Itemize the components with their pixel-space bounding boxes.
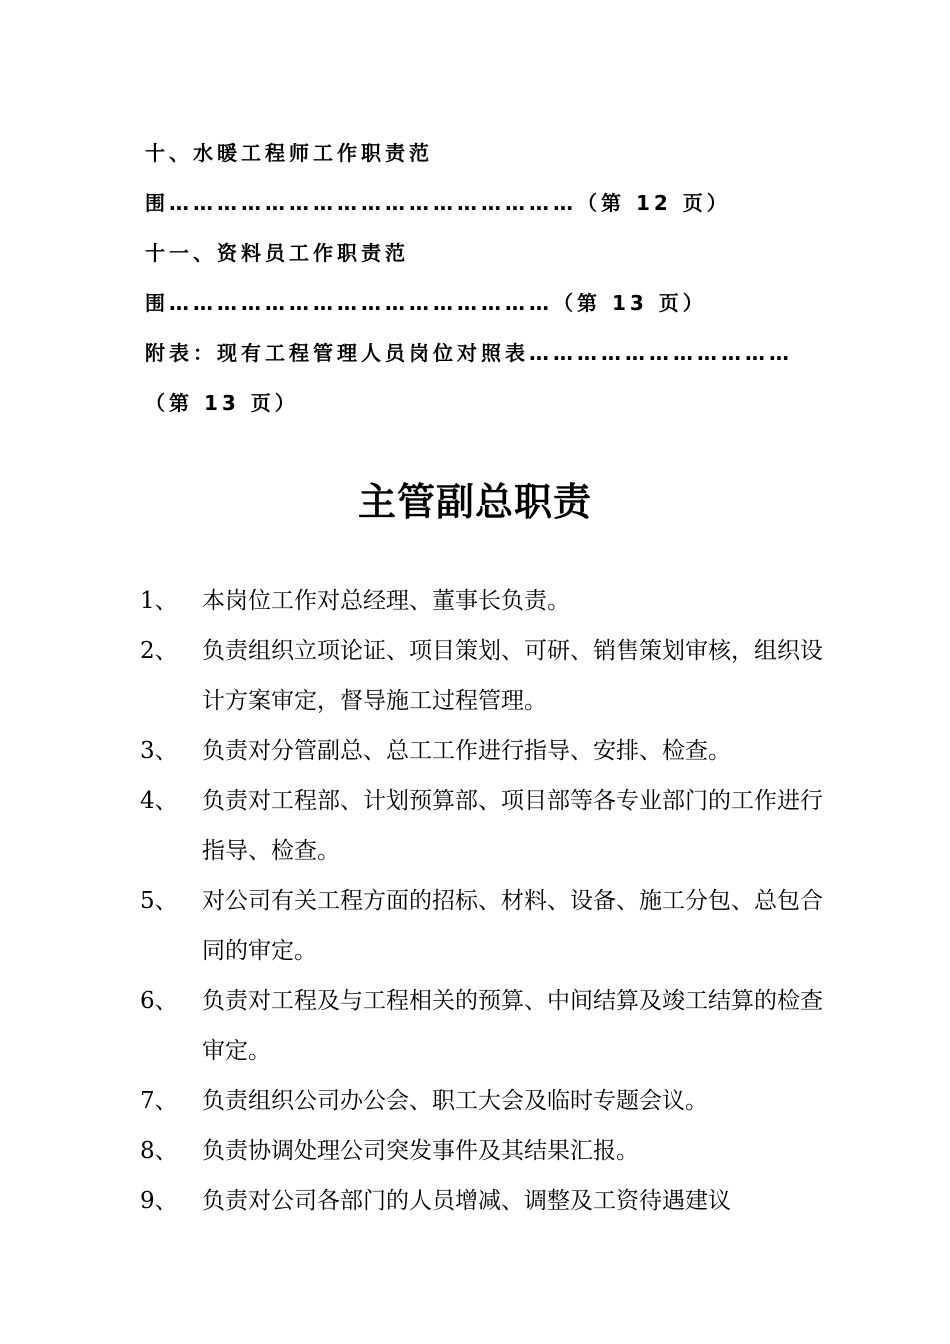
list-item: [140, 876, 830, 976]
item-number: 1、: [140, 588, 178, 614]
item-text: 负责对分管副总、总工工作进行指导、安排、检查。: [202, 738, 731, 764]
toc-entry-appendix-table: 附表：现有工程管理人员岗位对照表……………………………（第 13 页）: [145, 341, 793, 415]
item-text: 负责组织立项论证、项目策划、可研、销售策划审核，组织设计方案审定，督导施工过程管理。: [202, 638, 823, 714]
list-item: [140, 1176, 830, 1226]
item-number: 5、: [140, 888, 178, 914]
list-item: [140, 976, 830, 1076]
item-number: 3、: [140, 738, 178, 764]
item-number: 6、: [140, 988, 178, 1014]
table-of-contents: [145, 128, 815, 428]
item-text: 本岗位工作对总经理、董事长负责。: [202, 588, 570, 614]
item-text: 负责组织公司办公会、职工大会及临时专题会议。: [202, 1088, 708, 1114]
duties-list: [140, 576, 830, 1226]
item-text: 负责对工程及与工程相关的预算、中间结算及竣工结算的检查审定。: [202, 988, 823, 1064]
list-item: [140, 1076, 830, 1126]
item-number: 7、: [140, 1088, 178, 1114]
item-number: 8、: [140, 1138, 178, 1164]
section-title: 主管副总职责: [357, 480, 592, 524]
item-number: 2、: [140, 638, 178, 664]
item-text: 负责对公司各部门的人员增减、调整及工资待遇建议: [202, 1188, 731, 1214]
list-item: [140, 776, 830, 876]
item-text: 负责对工程部、计划预算部、项目部等各专业部门的工作进行指导、检查。: [202, 788, 823, 864]
list-item: [140, 626, 830, 726]
item-number: 4、: [140, 788, 178, 814]
toc-entry-plumbing-engineer: 十、水暖工程师工作职责范围……………………………………………（第 12 页）: [145, 141, 731, 215]
toc-entry-document-clerk: 十一、资料员工作职责范围…………………………………………（第 13 页）: [145, 241, 707, 315]
list-item: [140, 1126, 830, 1176]
item-text: 对公司有关工程方面的招标、材料、设备、施工分包、总包合同的审定。: [202, 888, 823, 964]
list-item: [140, 726, 830, 776]
item-text: 负责协调处理公司突发事件及其结果汇报。: [202, 1138, 639, 1164]
list-item: [140, 576, 830, 626]
item-number: 9、: [140, 1188, 178, 1214]
